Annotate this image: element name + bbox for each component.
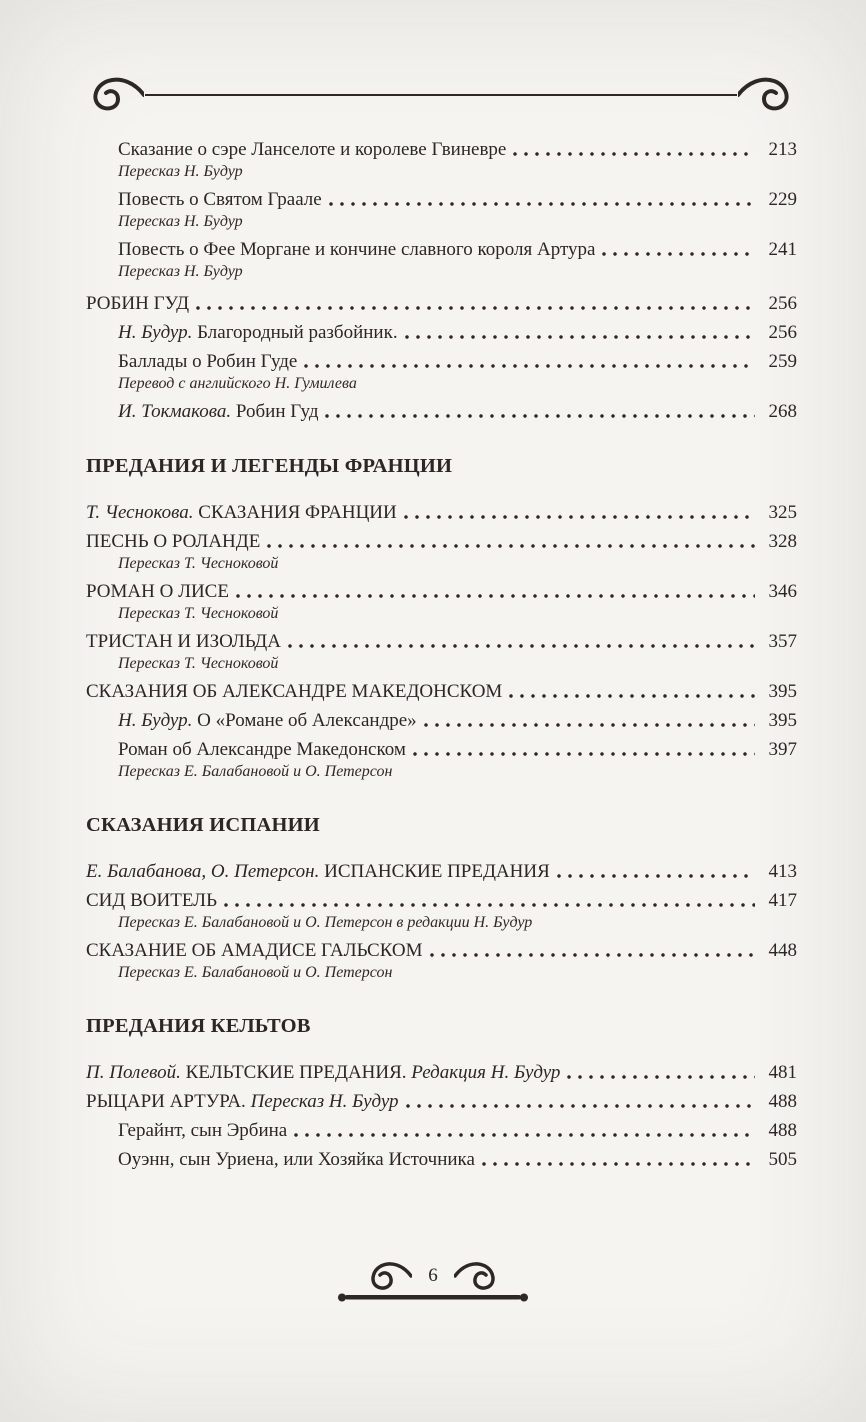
entry-annotation: Пересказ Е. Балабановой и О. Петерсон bbox=[118, 763, 393, 780]
dot-leader bbox=[424, 709, 755, 732]
entry-annotation: Перевод с английского Н. Гумилева bbox=[118, 375, 357, 392]
toc-entry bbox=[86, 580, 797, 603]
dot-leader bbox=[294, 1119, 755, 1142]
entry-annotation: Пересказ Т. Чесноковой bbox=[118, 555, 279, 572]
footer-bar-ornament bbox=[333, 1290, 533, 1306]
dot-leader bbox=[196, 292, 755, 315]
dot-leader bbox=[557, 860, 755, 883]
toc-entry bbox=[86, 530, 797, 553]
dot-leader bbox=[405, 321, 755, 344]
entry-title bbox=[118, 1148, 475, 1171]
toc-entry bbox=[118, 321, 797, 344]
entry-title bbox=[118, 709, 417, 732]
entry-title-part: ТРИСТАН И ИЗОЛЬДА bbox=[86, 631, 281, 652]
toc-entry bbox=[86, 860, 797, 883]
entry-title-part: ПЕСНЬ О РОЛАНДЕ bbox=[86, 531, 261, 552]
toc-entry bbox=[118, 400, 797, 423]
entry-page-number: 505 bbox=[768, 1149, 797, 1170]
entry-title-part: СКАЗАНИЯ ОБ АЛЕКСАНДРЕ МАКЕДОНСКОМ bbox=[86, 681, 503, 702]
entry-title bbox=[118, 350, 297, 373]
dot-leader bbox=[404, 501, 755, 524]
dot-leader bbox=[325, 400, 755, 423]
page-footer bbox=[0, 1258, 866, 1306]
entry-page-number: 256 bbox=[768, 322, 797, 343]
toc-entry bbox=[86, 630, 797, 653]
scroll-flourish-right-icon bbox=[738, 73, 796, 117]
toc-entry bbox=[86, 680, 797, 703]
entry-title-italic-part: Н. Будур. bbox=[118, 322, 193, 343]
entry-title-part: РЫЦАРИ АРТУРА. bbox=[86, 1091, 251, 1112]
entry-page-number: 328 bbox=[768, 531, 797, 552]
entry-title-part: КЕЛЬТСКИЕ ПРЕДАНИЯ. bbox=[180, 1062, 412, 1083]
entry-page-number: 488 bbox=[768, 1120, 797, 1141]
toc-section bbox=[86, 1013, 797, 1171]
entry-title-italic-part: Н. Будур. bbox=[118, 710, 193, 731]
entry-title bbox=[118, 1119, 287, 1142]
header-ornament bbox=[0, 0, 866, 118]
entry-title bbox=[118, 138, 506, 161]
dot-leader bbox=[304, 350, 755, 373]
entry-title bbox=[86, 501, 397, 524]
entry-title-part: Благородный разбойник. bbox=[192, 322, 398, 343]
entry-page-number: 229 bbox=[768, 189, 797, 210]
entry-page-number: 395 bbox=[768, 681, 797, 702]
toc-entry bbox=[118, 1148, 797, 1171]
entry-title-italic-part: Редакция Н. Будур bbox=[411, 1062, 561, 1083]
entry-annotation: Пересказ Т. Чесноковой bbox=[118, 655, 279, 672]
toc-entry bbox=[86, 1061, 797, 1084]
entry-title-part: СКАЗАНИЯ ФРАНЦИИ bbox=[193, 502, 397, 523]
section-heading: ПРЕДАНИЯ КЕЛЬТОВ bbox=[86, 1015, 311, 1037]
entry-title bbox=[86, 860, 550, 883]
toc-entry bbox=[118, 188, 797, 211]
dot-leader bbox=[236, 580, 755, 603]
entry-title-part: РОМАН О ЛИСЕ bbox=[86, 581, 229, 602]
entry-title-italic-part: П. Полевой. bbox=[86, 1062, 181, 1083]
entry-title-italic-part: Е. Балабанова, О. Петерсон. bbox=[86, 861, 320, 882]
dot-leader bbox=[509, 680, 755, 703]
footer-scroll-left-icon bbox=[366, 1258, 412, 1294]
toc-section bbox=[86, 138, 797, 282]
entry-annotation: Пересказ Н. Будур bbox=[118, 163, 243, 180]
dot-leader bbox=[406, 1090, 755, 1113]
entry-title-part: СКАЗАНИЕ ОБ АМАДИСЕ ГАЛЬСКОМ bbox=[86, 940, 423, 961]
entry-title-part: Робин Гуд bbox=[231, 401, 319, 422]
entry-page-number: 325 bbox=[768, 502, 797, 523]
dot-leader bbox=[567, 1061, 755, 1084]
entry-title bbox=[86, 530, 260, 553]
scroll-flourish-left-icon bbox=[86, 73, 144, 117]
entry-page-number: 413 bbox=[768, 861, 797, 882]
entry-page-number: 395 bbox=[768, 710, 797, 731]
entry-title-part: РОБИН ГУД bbox=[86, 293, 190, 314]
entry-title-part: ИСПАНСКИЕ ПРЕДАНИЯ bbox=[319, 861, 550, 882]
entry-page-number: 256 bbox=[768, 293, 797, 314]
entry-title-part: Повесть о Фее Моргане и кончине славного короля Артура bbox=[118, 239, 596, 260]
entry-title bbox=[118, 238, 595, 261]
entry-page-number: 481 bbox=[768, 1062, 797, 1083]
entry-title-part: Повесть о Святом Граале bbox=[118, 189, 322, 210]
entry-title bbox=[86, 1061, 560, 1084]
toc-section bbox=[86, 812, 797, 983]
entry-title-italic-part: Т. Чеснокова. bbox=[86, 502, 194, 523]
entry-title-part: Оуэнн, сын Уриена, или Хозяйка Источника bbox=[118, 1149, 475, 1170]
toc-entry bbox=[86, 1090, 797, 1113]
entry-annotation: Пересказ Н. Будур bbox=[118, 213, 243, 230]
entry-title-part: Герайнт, сын Эрбина bbox=[118, 1120, 288, 1141]
toc-entry bbox=[118, 1119, 797, 1142]
dot-leader bbox=[602, 238, 755, 261]
entry-title-italic-part: И. Токмакова. bbox=[118, 401, 232, 422]
dot-leader bbox=[329, 188, 755, 211]
entry-page-number: 268 bbox=[768, 401, 797, 422]
entry-page-number: 346 bbox=[768, 581, 797, 602]
entry-page-number: 417 bbox=[768, 890, 797, 911]
entry-title bbox=[118, 400, 318, 423]
page-number: 6 bbox=[428, 1265, 438, 1286]
header-rule bbox=[145, 94, 737, 97]
entry-page-number: 357 bbox=[768, 631, 797, 652]
entry-annotation: Пересказ Т. Чесноковой bbox=[118, 605, 279, 622]
dot-leader bbox=[482, 1148, 755, 1171]
entry-title bbox=[118, 321, 398, 344]
entry-title bbox=[86, 1090, 399, 1113]
toc-entry bbox=[86, 292, 797, 315]
entry-page-number: 241 bbox=[768, 239, 797, 260]
entry-title-part: Сказание о сэре Ланселоте и королеве Гвиневре bbox=[118, 139, 507, 160]
toc-section bbox=[86, 453, 797, 782]
dot-leader bbox=[413, 738, 755, 761]
entry-page-number: 448 bbox=[768, 940, 797, 961]
section-heading: СКАЗАНИЯ ИСПАНИИ bbox=[86, 814, 320, 836]
entry-title bbox=[86, 680, 502, 703]
toc-entry bbox=[86, 501, 797, 524]
entry-title bbox=[86, 939, 423, 962]
toc bbox=[0, 118, 866, 1171]
entry-annotation: Пересказ Е. Балабановой и О. Петерсон в редакции Н. Будур bbox=[118, 914, 533, 931]
dot-leader bbox=[513, 138, 755, 161]
toc-section bbox=[86, 292, 797, 423]
entry-title-part: СИД ВОИТЕЛЬ bbox=[86, 890, 217, 911]
dot-leader bbox=[288, 630, 755, 653]
dot-leader bbox=[224, 889, 755, 912]
toc-entry bbox=[86, 939, 797, 962]
entry-page-number: 213 bbox=[768, 139, 797, 160]
entry-title-part: Баллады о Робин Гуде bbox=[118, 351, 298, 372]
footer-scroll-right-icon bbox=[454, 1258, 500, 1294]
toc-entry bbox=[118, 709, 797, 732]
entry-annotation: Пересказ Е. Балабановой и О. Петерсон bbox=[118, 964, 393, 981]
entry-title bbox=[86, 889, 217, 912]
toc-entry bbox=[86, 889, 797, 912]
entry-title-part: Роман об Александре Македонском bbox=[118, 739, 406, 760]
entry-title bbox=[86, 580, 229, 603]
entry-title bbox=[118, 738, 406, 761]
toc-entry bbox=[118, 350, 797, 373]
entry-title bbox=[86, 292, 189, 315]
toc-entry bbox=[118, 138, 797, 161]
entry-title bbox=[118, 188, 322, 211]
footer-ornament-row bbox=[366, 1258, 500, 1294]
entry-title-italic-part: Пересказ Н. Будур bbox=[250, 1091, 399, 1112]
entry-title-part: О «Романе об Александре» bbox=[192, 710, 417, 731]
section-heading: ПРЕДАНИЯ И ЛЕГЕНДЫ ФРАНЦИИ bbox=[86, 455, 453, 477]
dot-leader bbox=[267, 530, 755, 553]
toc-entry bbox=[118, 238, 797, 261]
dot-leader bbox=[430, 939, 755, 962]
entry-title bbox=[86, 630, 281, 653]
toc-entry bbox=[118, 738, 797, 761]
entry-page-number: 397 bbox=[768, 739, 797, 760]
entry-annotation: Пересказ Н. Будур bbox=[118, 263, 243, 280]
entry-page-number: 259 bbox=[768, 351, 797, 372]
entry-page-number: 488 bbox=[768, 1091, 797, 1112]
